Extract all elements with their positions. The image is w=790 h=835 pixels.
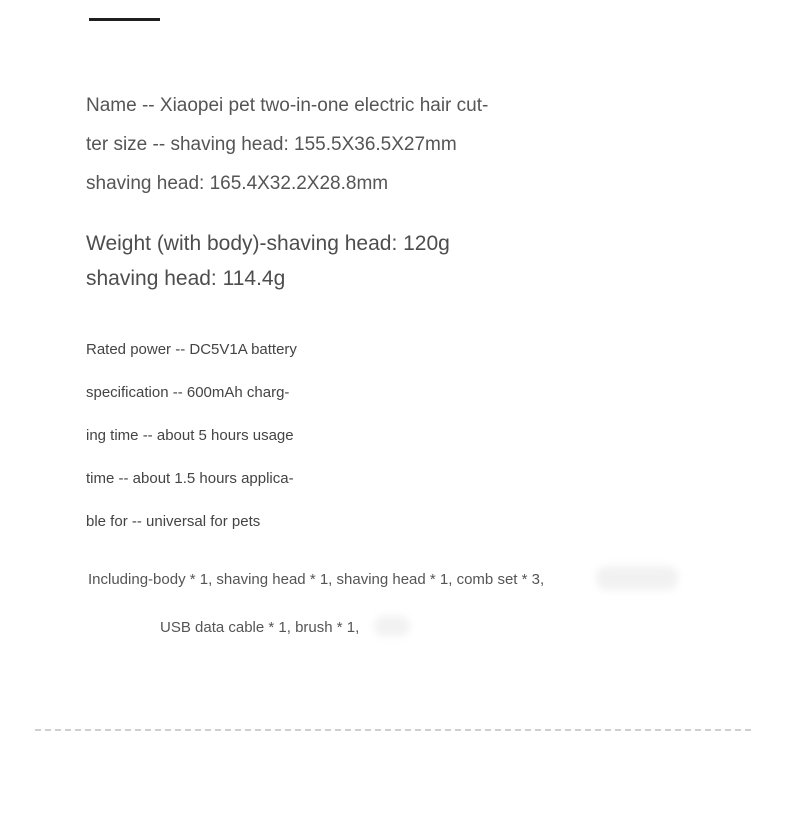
faded-text-smudge [374, 616, 410, 636]
includes-line-2: USB data cable * 1, brush * 1, [160, 619, 360, 636]
spec-line-name: Name -- Xiaopei pet two-in-one electric hair cut- [86, 95, 489, 116]
spec-line-shaving-head-size: shaving head: 165.4X32.2X28.8mm [86, 173, 389, 194]
weight-line-shaving-head: shaving head: 114.4g [86, 267, 286, 290]
faded-text-smudge [596, 566, 678, 590]
spec-section [86, 86, 546, 203]
spec-line-size: ter size -- shaving head: 155.5X36.5X27mm [86, 134, 457, 155]
power-line-usage: time -- about 1.5 hours applica- [86, 470, 294, 487]
power-section [86, 328, 406, 543]
power-line-applicable: ble for -- universal for pets [86, 513, 261, 530]
power-line-battery: specification -- 600mAh charg- [86, 384, 290, 401]
weight-line-body: Weight (with body)-shaving head: 120g [86, 232, 450, 255]
top-accent-rule [89, 18, 160, 21]
dashed-divider [35, 729, 751, 731]
includes-line-1: Including-body * 1, shaving head * 1, shaving head * 1, comb set * 3, [88, 571, 545, 588]
power-line-rated: Rated power -- DC5V1A battery [86, 341, 297, 358]
power-line-charging: ing time -- about 5 hours usage [86, 427, 294, 444]
weight-section [86, 226, 546, 296]
